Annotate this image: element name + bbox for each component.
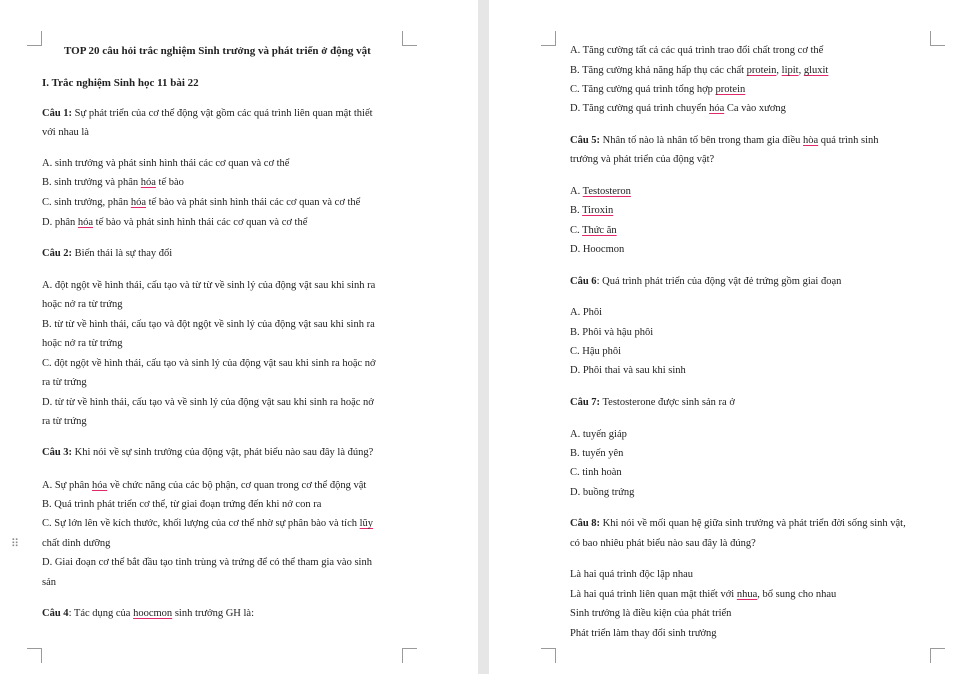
- q5-option-b: B. Tiroxin: [570, 205, 614, 216]
- page-separator: [478, 0, 489, 674]
- q8-statement-1: Là hai quá trình độc lập nhau: [570, 569, 694, 580]
- question-5-cont: trưởng và phát triển của động vật?: [570, 154, 715, 165]
- q3-option-a: A. Sự phân hóa về chức năng của các bộ phận, cơ quan trong cơ thể động vật: [42, 480, 367, 491]
- question-8-cont: có bao nhiêu phát biểu nào sau đây là đúng?: [570, 538, 756, 549]
- q2-option-c-cont: ra từ trứng: [42, 377, 87, 388]
- q8-statement-3: Sinh trưởng là điều kiện của phát triển: [570, 608, 732, 619]
- q3-option-c: C. Sự lớn lên về kích thước, khối lượng của cơ thể nhờ sự phân bào và tích lũy: [42, 518, 374, 529]
- document-page-left: [0, 0, 478, 674]
- question-6: Câu 6: Quá trình phát triển của động vật đẻ trứng gồm giai đoạn: [570, 276, 842, 287]
- q6-option-d: D. Phôi thai và sau khi sinh: [570, 365, 686, 376]
- q1-option-c: C. sinh trưởng, phân hóa tế bào và phát sinh hình thái các cơ quan và cơ thể: [42, 197, 361, 208]
- question-1-cont: với nhau là: [42, 127, 89, 138]
- q8-statement-4: Phát triển làm thay đổi sinh trưởng: [570, 628, 717, 639]
- section-heading: I. Trắc nghiệm Sinh học 11 bài 22: [42, 77, 199, 89]
- q1-option-a: A. sinh trưởng và phát sinh hình thái các cơ quan và cơ thể: [42, 158, 290, 169]
- q5-option-a: A. Testosteron: [570, 186, 631, 197]
- q2-option-d-cont: ra từ trứng: [42, 416, 87, 427]
- q4-option-a: A. Tăng cường tất cả các quá trình trao đổi chất trong cơ thể: [570, 45, 824, 56]
- question-2: Câu 2: Biến thái là sự thay đổi: [42, 248, 173, 259]
- q2-option-b: B. từ từ về hình thái, cấu tạo và đột ngột về sinh lý của động vật sau khi sinh ra: [42, 319, 375, 330]
- q3-option-d: D. Giai đoạn cơ thể bắt đầu tạo tinh trùng và trứng để có thể tham gia vào sinh: [42, 557, 372, 568]
- q3-option-d-cont: sản: [42, 577, 56, 588]
- q3-option-c-cont: chất dinh dưỡng: [42, 538, 111, 549]
- document-page-right: [489, 0, 959, 674]
- paragraph-drag-handle-icon[interactable]: ⠿: [11, 537, 21, 550]
- q2-option-d: D. từ từ về hình thái, cấu tạo và về sinh lý của động vật sau khi sinh ra hoặc nở: [42, 397, 374, 408]
- q1-option-d: D. phân hóa tế bào và phát sinh hình thái các cơ quan và cơ thể: [42, 217, 308, 228]
- q4-option-b: B. Tăng cường khả năng hấp thụ các chất protein, lipit, gluxit: [570, 65, 829, 76]
- margin-mark-top-left: [541, 31, 556, 46]
- question-1: Câu 1: Sự phát triển của cơ thể động vật gồm các quá trình liên quan mật thiết: [42, 108, 373, 119]
- q6-option-b: B. Phôi và hậu phôi: [570, 327, 654, 338]
- q2-option-c: C. đột ngột về hình thái, cấu tạo và sinh lý của động vật sau khi sinh ra hoặc nở: [42, 358, 376, 369]
- q7-option-d: D. buồng trứng: [570, 487, 635, 498]
- q3-option-b: B. Quá trình phát triển cơ thể, từ giai đoạn trứng đến khi nở con ra: [42, 499, 322, 510]
- q4-option-c: C. Tăng cường quá trình tổng hợp protein: [570, 84, 746, 95]
- q7-option-b: B. tuyến yên: [570, 448, 624, 459]
- q1-option-b: B. sinh trưởng và phân hóa tế bào: [42, 177, 184, 188]
- q6-option-a: A. Phôi: [570, 307, 603, 318]
- margin-mark-bottom-right: [402, 648, 417, 663]
- q2-option-a: A. đột ngột về hình thái, cấu tạo và từ từ về sinh lý của động vật sau khi sinh ra: [42, 280, 376, 291]
- margin-mark-top-right: [930, 31, 945, 46]
- question-8: Câu 8: Khi nói về mối quan hệ giữa sinh trưởng và phát triển đời sống sinh vật,: [570, 518, 906, 529]
- q5-option-c: C. Thức ăn: [570, 225, 617, 236]
- q4-option-d: D. Tăng cường quá trình chuyển hóa Ca vào xương: [570, 103, 786, 114]
- question-5: Câu 5: Nhân tố nào là nhân tố bên trong tham gia điều hòa quá trình sinh: [570, 135, 879, 146]
- margin-mark-top-left: [27, 31, 42, 46]
- q6-option-c: C. Hậu phôi: [570, 346, 622, 357]
- margin-mark-bottom-right: [930, 648, 945, 663]
- q7-option-a: A. tuyến giáp: [570, 429, 627, 440]
- margin-mark-bottom-left: [541, 648, 556, 663]
- question-4: Câu 4: Tác dụng của hoocmon sinh trưởng GH là:: [42, 608, 255, 619]
- margin-mark-top-right: [402, 31, 417, 46]
- q7-option-c: C. tinh hoàn: [570, 467, 622, 478]
- question-7: Câu 7: Testosterone được sinh sản ra ở: [570, 397, 735, 408]
- margin-mark-bottom-left: [27, 648, 42, 663]
- document-title: TOP 20 câu hỏi trắc nghiệm Sinh trưởng và phát triển ở động vật: [64, 45, 371, 57]
- q8-statement-2: Là hai quá trình liên quan mật thiết với nhua, bổ sung cho nhau: [570, 589, 837, 600]
- q2-option-a-cont: hoặc nở ra từ trứng: [42, 299, 123, 310]
- q2-option-b-cont: hoặc nở ra từ trứng: [42, 338, 123, 349]
- question-3: Câu 3: Khi nói về sự sinh trưởng của động vật, phát biểu nào sau đây là đúng?: [42, 447, 374, 458]
- q5-option-d: D. Hoocmon: [570, 244, 625, 255]
